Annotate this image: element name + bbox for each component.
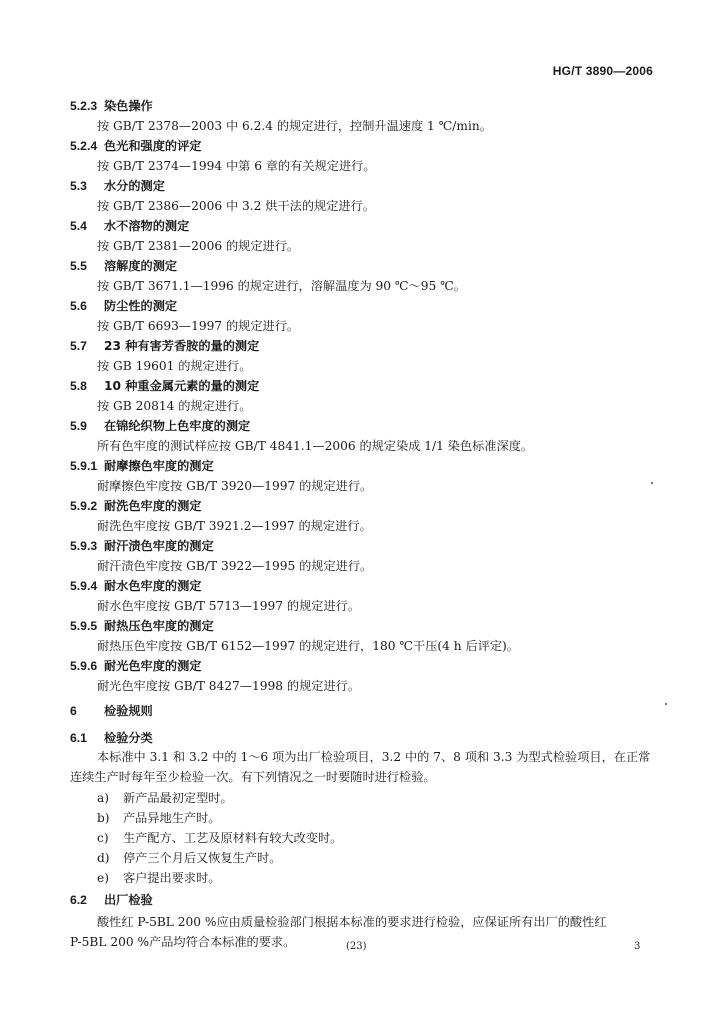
section-number: 5.9.3 [70, 539, 98, 553]
list-item-text: 产品异地生产时。 [123, 811, 221, 825]
section-number: 5.9.1 [70, 459, 98, 473]
section-number: 5.9 [70, 419, 87, 433]
section-number: 5.8 [70, 379, 87, 393]
list-item-label: a) [97, 791, 110, 805]
section-title: 染色操作 [104, 99, 153, 113]
section-heading [70, 618, 214, 634]
section-title: 溶解度的测定 [104, 259, 178, 273]
section-heading [70, 418, 250, 434]
paragraph-text: 按 GB/T 2378—2003 中 6.2.4 的规定进行，控制升温速度 1 ℃/min。 [97, 119, 492, 133]
section-number: 5.2.3 [70, 99, 98, 113]
section-title: 检验分类 [104, 731, 153, 745]
paragraph-text: 按 GB/T 6693—1997 的规定进行。 [97, 319, 300, 333]
standard-code-header: HG/T 3890—2006 [552, 64, 653, 78]
section-number: 5.2.4 [70, 139, 98, 153]
section-title: 防尘性的测定 [104, 299, 178, 313]
section-heading [70, 578, 202, 594]
section-title: 在锦纶织物上色牢度的测定 [104, 419, 251, 433]
scan-speck [665, 703, 667, 705]
paragraph-text: 按 GB/T 2386—2006 中 3.2 烘干法的规定进行。 [97, 199, 375, 213]
section-number: 5.4 [70, 219, 87, 233]
paragraph-text: 本标准中 3.1 和 3.2 中的 1～6 项为出厂检验项目，3.2 中的 7、8 项和 3.3 为型式检验项目，在正常 [97, 750, 651, 764]
list-item-text: 生产配方、工艺及原材料有较大改变时。 [123, 831, 343, 845]
section-title: 色光和强度的评定 [104, 139, 202, 153]
list-item-label: e) [97, 871, 109, 885]
section-number: 6 [70, 704, 77, 718]
section-heading [70, 498, 202, 514]
list-item-label: b) [97, 811, 110, 825]
list-item [97, 870, 221, 886]
section-heading [70, 298, 177, 314]
section-title: 耐洗色牢度的测定 [104, 499, 202, 513]
scan-speck [651, 482, 653, 484]
section-heading [70, 703, 153, 719]
paragraph-text: 按 GB/T 2374—1994 中第 6 章的有关规定进行。 [97, 159, 376, 173]
list-item-text: 新产品最初定型时。 [123, 791, 233, 805]
section-heading [70, 178, 165, 194]
list-item-label: d) [97, 851, 110, 865]
section-heading [70, 458, 214, 474]
paragraph-text: 酸性红 P-5BL 200 %应由质量检验部门根据本标准的要求进行检验，应保证所有出厂的酸性红 [97, 915, 607, 929]
list-item-text: 客户提出要求时。 [123, 871, 221, 885]
section-number: 5.9.4 [70, 579, 98, 593]
section-title: 耐汗渍色牢度的测定 [104, 539, 214, 553]
footer-page-number: 3 [634, 941, 641, 952]
section-number: 6.1 [70, 731, 87, 745]
paragraph-text: 耐光色牢度按 GB/T 8427—1998 的规定进行。 [97, 679, 361, 693]
section-heading [70, 538, 214, 554]
section-heading [70, 138, 202, 154]
paragraph-text: 耐汗渍色牢度按 GB/T 3922—1995 的规定进行。 [97, 559, 373, 573]
section-number: 5.9.5 [70, 619, 98, 633]
section-heading [70, 378, 259, 394]
section-title: 23 种有害芳香胺的量的测定 [104, 339, 260, 353]
section-number: 5.5 [70, 259, 87, 273]
section-heading [70, 658, 202, 674]
section-title: 耐水色牢度的测定 [104, 579, 202, 593]
list-item [97, 850, 281, 866]
section-number: 5.9.2 [70, 499, 98, 513]
paragraph-text: 按 GB/T 2381—2006 的规定进行。 [97, 239, 300, 253]
list-item [97, 810, 221, 826]
section-heading [70, 98, 153, 114]
section-title: 10 种重金属元素的量的测定 [104, 379, 260, 393]
section-number: 6.2 [70, 893, 87, 907]
section-title: 耐摩擦色牢度的测定 [104, 459, 214, 473]
section-title: 水分的测定 [104, 179, 165, 193]
section-heading [70, 338, 259, 354]
paragraph-text: 耐热压色牢度按 GB/T 6152—1997 的规定进行，180 ℃干压(4 h 后评定)。 [97, 639, 519, 653]
section-number: 5.9.6 [70, 659, 98, 673]
paragraph-text: 按 GB/T 3671.1—1996 的规定进行，溶解温度为 90 ℃～95 ℃。 [97, 279, 466, 293]
section-title: 水不溶物的测定 [104, 219, 190, 233]
section-title: 耐热压色牢度的测定 [104, 619, 214, 633]
paragraph-text: 耐洗色牢度按 GB/T 3921.2—1997 的规定进行。 [97, 519, 372, 533]
section-title: 检验规则 [104, 704, 153, 718]
paragraph-continuation: 连续生产时每年至少检验一次。有下列情况之一时要随时进行检验。 [70, 770, 436, 784]
section-number: 5.3 [70, 179, 87, 193]
section-heading [70, 892, 153, 908]
paragraph-text: 按 GB 20814 的规定进行。 [97, 399, 252, 413]
section-heading [70, 258, 177, 274]
section-title: 耐光色牢度的测定 [104, 659, 202, 673]
paragraph-text: 按 GB 19601 的规定进行。 [97, 359, 252, 373]
list-item [97, 830, 342, 846]
list-item-label: c) [97, 831, 109, 845]
footer-page-code: (23) [346, 941, 367, 952]
list-item [97, 790, 233, 806]
paragraph-text: 所有色牢度的测试样应按 GB/T 4841.1—2006 的规定染成 1/1 染色标准深度。 [97, 439, 534, 453]
paragraph-continuation: P-5BL 200 %产品均符合本标准的要求。 [70, 935, 296, 949]
section-number: 5.7 [70, 339, 87, 353]
paragraph-text: 耐水色牢度按 GB/T 5713—1997 的规定进行。 [97, 599, 361, 613]
list-item-text: 停产三个月后又恢复生产时。 [123, 851, 282, 865]
paragraph-text: 耐摩擦色牢度按 GB/T 3920—1997 的规定进行。 [97, 479, 373, 493]
section-heading [70, 218, 189, 234]
section-number: 5.6 [70, 299, 87, 313]
section-heading [70, 730, 153, 746]
section-title: 出厂检验 [104, 893, 153, 907]
